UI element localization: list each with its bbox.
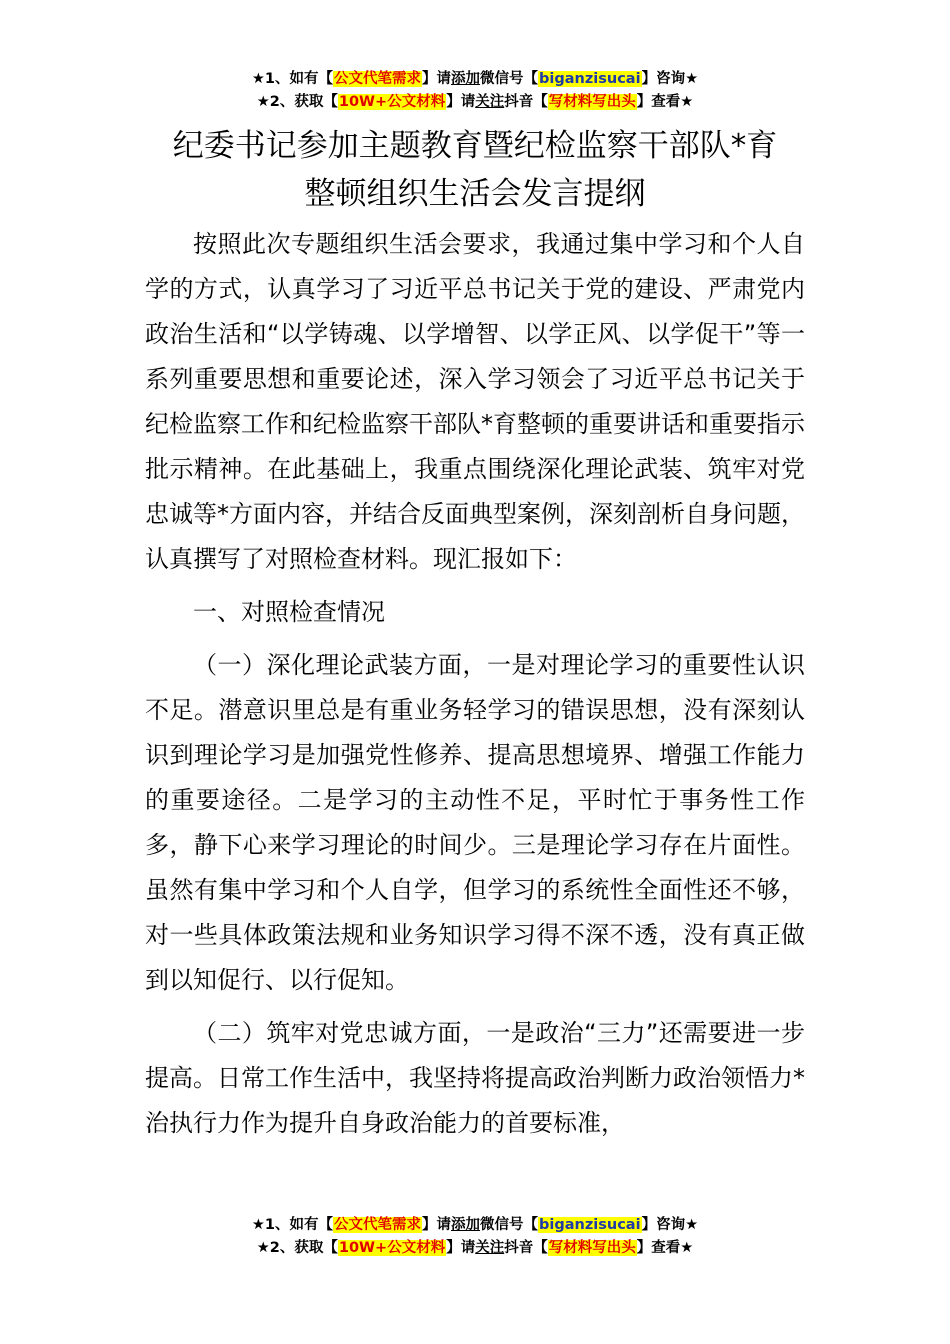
highlight-materials: 10W+公文材料 [338,94,446,110]
document-title [100,122,850,218]
section-1-paragraph: （一）深化理论武装方面，一是对理论学习的重要性认识不足。潜意识里总是有重业务轻学习的错误思想，没有深刻认识到理论学习是加强党性修养、提高思想境界、增强工作能力的重要途径。二是学习的主动性不足，平时忙于事务性工作多，静下心来学习理论的时间少。三是理论学习存在片面性。虽然有集中学习和个人自学，但学习的系统性全面性还不够，对一些具体政策法规和业务知识学习得不深不透，没有真正做到以知促行、以行促知。 [145,651,805,994]
top-banner [0,68,950,114]
highlight-ghostwriting: 公文代笔需求 [334,71,422,87]
intro-paragraph: 按照此次专题组织生活会要求，我通过集中学习和个人自学的方式，认真学习了习近平总书记关于党的建设、严肃党内政治生活和“以学铸魂、以学增智、以学正风、以学促干”等一系列重要思想和重要论述，深入学习领会了习近平总书记关于纪检监察工作和纪检监察干部队*育整顿的重要讲话和重要指示批示精神。在此基础上，我重点围绕深化理论武装、筑牢对党忠诚等*方面内容，并结合反面典型案例，深刻剖析自身问题，认真撰写了对照检查材料。现汇报如下： [145,230,805,573]
banner-line-2: ★2、获取【10W+公文材料】请关注抖音【写材料写出头】查看★ [256,94,694,110]
section-heading: 一、对照检查情况 [193,598,385,626]
document-body [145,222,805,1146]
bottom-banner [0,1214,950,1260]
highlight-douyin: 写材料写出头 [548,94,636,110]
highlight-wechat-id: biganzisucai [539,1217,641,1233]
highlight-wechat-id: biganzisucai [539,71,641,87]
highlight-douyin: 写材料写出头 [548,1240,636,1256]
banner-line-2: ★2、获取【10W+公文材料】请关注抖音【写材料写出头】查看★ [256,1240,694,1256]
highlight-ghostwriting: 公文代笔需求 [334,1217,422,1233]
title-line-1: 纪委书记参加主题教育暨纪检监察干部队*育 [172,128,778,164]
title-line-2: 整顿组织生活会发言提纲 [304,176,646,212]
banner-line-1: ★1、如有【公文代笔需求】请添加微信号【biganzisucai】咨询★ [251,71,699,87]
highlight-materials: 10W+公文材料 [338,1240,446,1256]
banner-line-1: ★1、如有【公文代笔需求】请添加微信号【biganzisucai】咨询★ [251,1217,699,1233]
section-2-paragraph: （二）筑牢对党忠诚方面，一是政治“三力”还需要进一步提高。日常工作生活中，我坚持将提高政治判断力政治领悟力*治执行力作为提升自身政治能力的首要标准， [145,1019,805,1137]
